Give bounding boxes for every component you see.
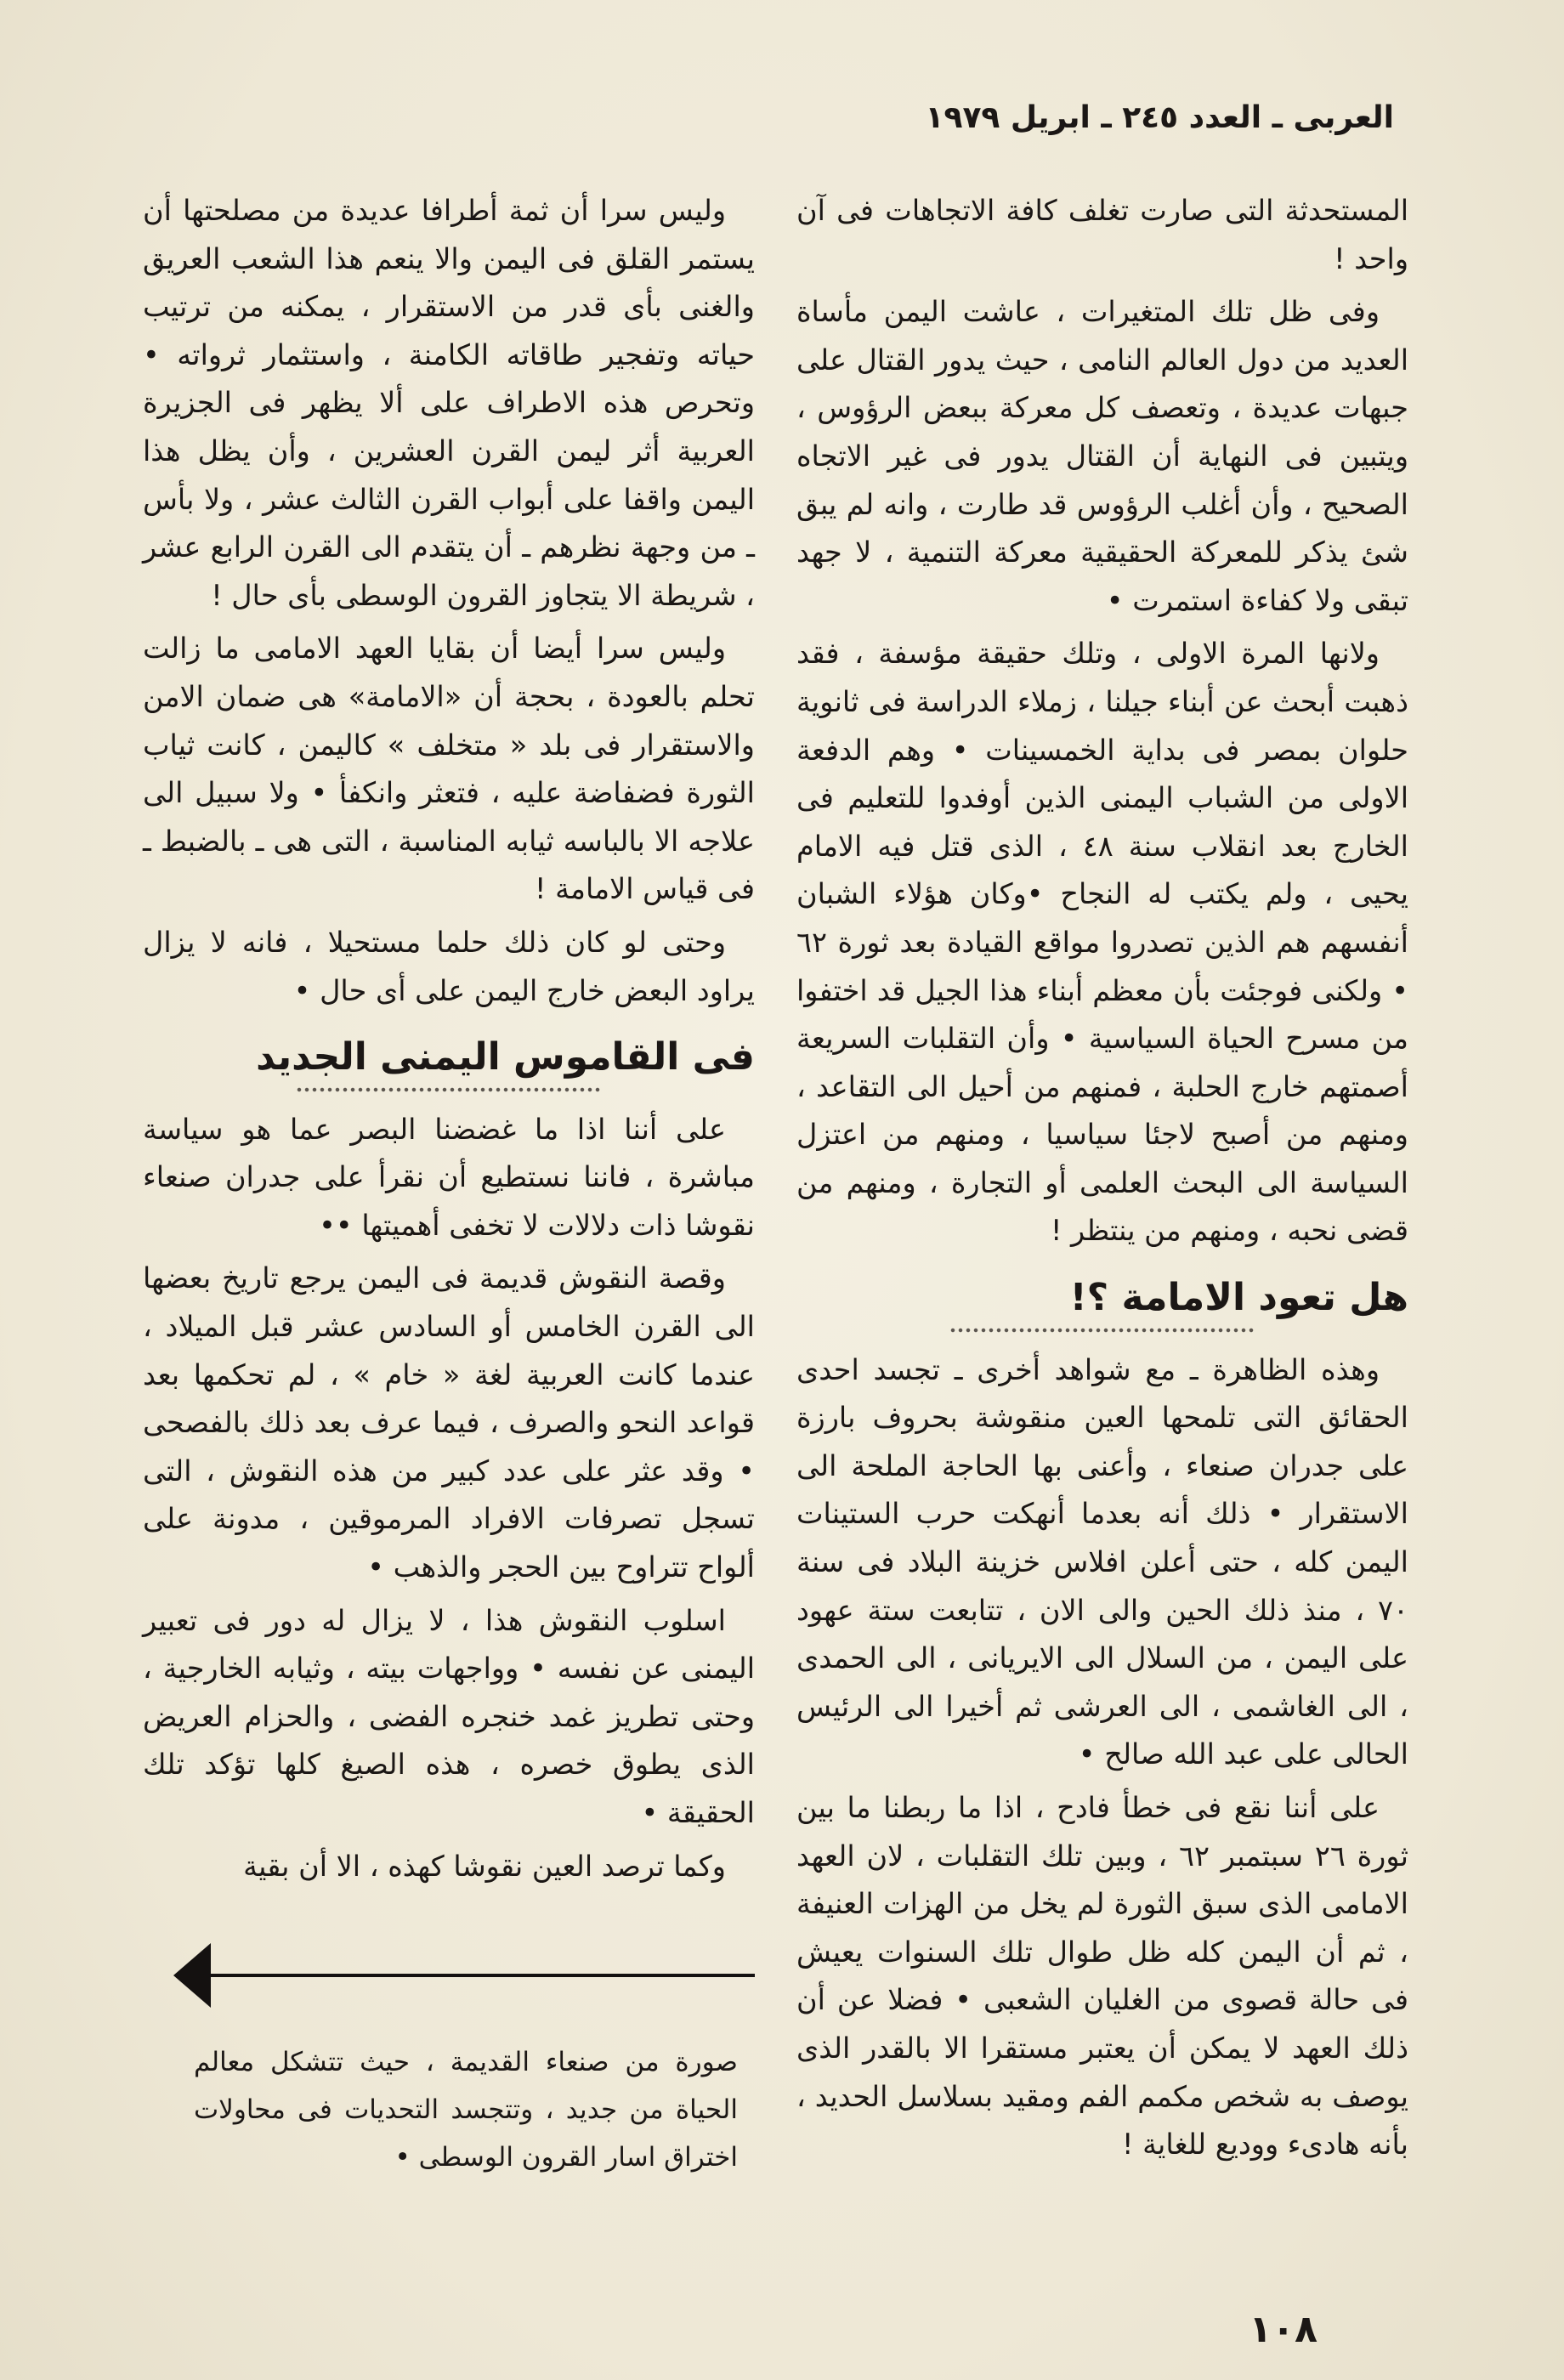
running-header: العربى ـ العدد ٢٤٥ ـ ابريل ١٩٧٩ <box>925 100 1394 135</box>
paragraph: وليس سرا أن ثمة أطرافا عديدة من مصلحتها أن يستمر القلق فى اليمن والا ينعم هذا الشعب العريق والغنى بأى قدر من الاستقرار ، يمكنه من ترتيب حياته وتفجير طاقاته الكامنة ، واستثمار ثرواته • وتحرص هذه الاطراف على ألا يظهر فى الجزيرة العربية أثر ليمن القرن العشرين ، وأن يظل هذا اليمن واقفا على أبواب القرن الثالث عشر ، ولا بأس ـ من وجهة نظرهم ـ أن يتقدم الى القرن الرابع عشر ، شريطة الا يتجاوز القرون الوسطى بأى حال ! <box>143 194 755 612</box>
paragraph: وكما ترصد العين نقوشا كهذه ، الا أن بقية <box>243 1849 726 1883</box>
article-column-right <box>796 187 1408 2169</box>
pointer-arrow-row <box>143 1943 755 2008</box>
left-arrow-icon <box>173 1943 211 2008</box>
photo-caption: صورة من صنعاء القديمة ، حيث تتشكل معالم الحياة من جديد ، وتتجسد التحديات فى محاولات اختراق اسار القرون الوسطى • <box>194 2047 738 2173</box>
paragraph: وقصة النقوش قديمة فى اليمن يرجع تاريخ بعضها الى القرن الخامس أو السادس عشر قبل الميلاد ، عندما كانت العربية لغة « خام » ، لم تحكمها بعد قواعد النحو والصرف ، فيما عرف بعد ذلك بالفصحى • وقد عثر على عدد كبير من هذه النقوش ، التى تسجل تصرفات الافراد المرموقين ، مدونة على ألواح تتراوح بين الحجر والذهب • <box>143 1261 755 1584</box>
article-column-left <box>143 187 755 1890</box>
paragraph: على أننا نقع فى خطأ فادح ، اذا ما ربطنا ما بين ثورة ٢٦ سبتمبر ٦٢ ، وبين تلك التقلبات ، لان العهد الامامى الذى سبق الثورة لم يخل من الهزات العنيفة ، ثم أن اليمن كله ظل طوال تلك السنوات يعيش فى حالة قصوى من الغليان الشعبى • فضلا عن أن ذلك العهد لا يمكن أن يعتبر مستقرا الا بالقدر الذى يوصف به شخص مكمم الفم ومقيد بسلاسل الحديد ، بأنه هادىء ووديع للغاية ! <box>796 1791 1408 2162</box>
paragraph: وفى ظل تلك المتغيرات ، عاشت اليمن مأساة العديد من دول العالم النامى ، حيث يدور القتال على جبهات عديدة ، وتعصف كل معركة ببعض الرؤوس ، ويتبين فى النهاية أن القتال يدور فى غير الاتجاه الصحيح ، وأن أغلب الرؤوس قد طارت ، وانه لم يبق شئ يذكر للمعركة الحقيقية معركة التنمية ، لا جهد تبقى ولا كفاءة استمرت • <box>796 295 1408 617</box>
paragraph: المستحدثة التى صارت تغلف كافة الاتجاهات فى آن واحد ! <box>796 194 1408 275</box>
paragraph: وهذه الظاهرة ـ مع شواهد أخرى ـ تجسد احدى الحقائق التى تلمحها العين منقوشة بحروف بارزة على جدران صنعاء ، وأعنى بها الحاجة الملحة الى الاستقرار • ذلك أنه بعدما أنهكت حرب الستينات اليمن كله ، حتى أعلن افلاس خزينة البلاد فى سنة ٧٠ ، منذ ذلك الحين والى الان ، تتابعت ستة عهود على اليمن ، من السلال الى الايريانى ، الى الحمدى ، الى الغاشمى ، الى العرشى ثم أخيرا الى الرئيس الحالى على عبد الله صالح • <box>796 1352 1408 1771</box>
section-heading: هل تعود الامامة ؟! <box>796 1274 1408 1334</box>
paragraph: وحتى لو كان ذلك حلما مستحيلا ، فانه لا يزال يراود البعض خارج اليمن على أى حال • <box>143 925 755 1007</box>
page-number: ١٠٨ <box>1249 2308 1318 2351</box>
pointer-line <box>211 1974 755 1977</box>
paragraph: وليس سرا أيضا أن بقايا العهد الامامى ما زالت تحلم بالعودة ، بحجة أن «الامامة» هى ضمان الامن والاستقرار فى بلد « متخلف » كاليمن ، كانت ثياب الثورة فضفاضة عليه ، فتعثر وانكفأ • ولا سبيل الى علاجه الا بالباسه ثيابه المناسبة ، التى هى ـ بالضبط ـ فى قياس الامامة ! <box>143 632 755 906</box>
paragraph: اسلوب النقوش هذا ، لا يزال له دور فى تعبير اليمنى عن نفسه • وواجهات بيته ، وثيابه الخارجية ، وحتى تطريز غمد خنجره الفضى ، والحزام العريض الذى يطوق خصره ، هذه الصيغ كلها تؤكد تلك الحقيقة • <box>143 1603 755 1829</box>
photo-caption-block <box>143 1943 755 2181</box>
section-heading: فى القاموس اليمنى الجديد <box>143 1034 755 1094</box>
paragraph: على أننا اذا ما غضضنا البصر عما هو سياسة مباشرة ، فاننا نستطيع أن نقرأ على جدران صنعاء نقوشا ذات دلالات لا تخفى أهميتها •• <box>143 1112 755 1242</box>
paragraph: ولانها المرة الاولى ، وتلك حقيقة مؤسفة ، فقد ذهبت أبحث عن أبناء جيلنا ، زملاء الدراسة فى ثانوية حلوان بمصر فى بداية الخمسينات • وهم الدفعة الاولى من الشباب اليمنى الذين أوفدوا للتعليم فى الخارج بعد انقلاب سنة ٤٨ ، الذى قتل فيه الامام يحيى ، ولم يكتب له النجاح •وكان هؤلاء الشبان أنفسهم هم الذين تصدروا مواقع القيادة بعد ثورة ٦٢ • ولكنى فوجئت بأن معظم أبناء هذا الجيل قد اختفوا من مسرح الحياة السياسية • وأن التقلبات السريعة أصمتهم خارج الحلبة ، فمنهم من أحيل الى التقاعد ، ومنهم من أصبح لاجئا سياسيا ، ومنهم من اعتزل السياسة الى البحث العلمى أو التجارة ، ومنهم من قضى نحبه ، ومنهم من ينتظر ! <box>796 637 1408 1248</box>
